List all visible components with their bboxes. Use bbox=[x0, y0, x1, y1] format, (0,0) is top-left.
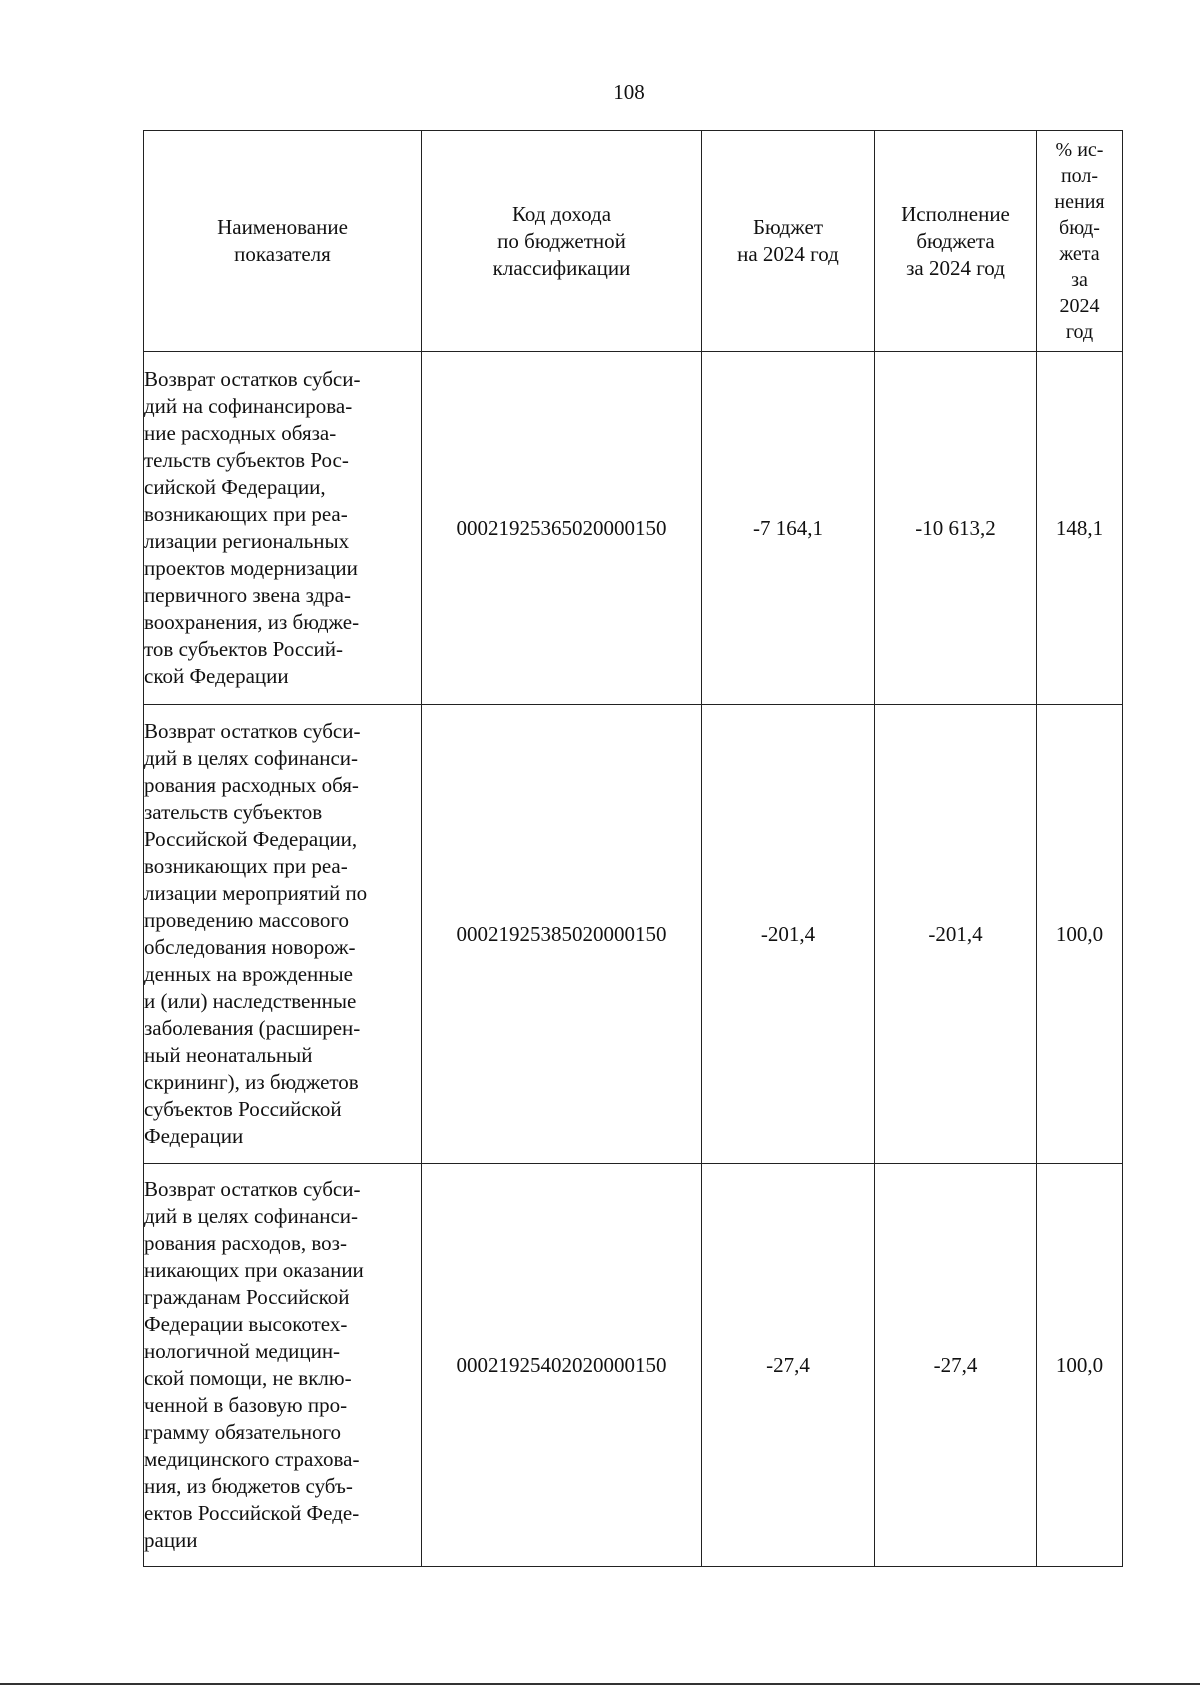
table-header-row bbox=[144, 131, 1123, 352]
percent-value: 100,0 bbox=[1037, 1164, 1123, 1567]
table-row bbox=[144, 352, 1123, 705]
execution-value: -27,4 bbox=[875, 1164, 1037, 1567]
execution-value: -201,4 bbox=[875, 705, 1037, 1164]
percent-value: 100,0 bbox=[1037, 705, 1123, 1164]
budget-value: -7 164,1 bbox=[702, 352, 875, 705]
page-bottom-rule bbox=[0, 1683, 1200, 1685]
page-number: 108 bbox=[613, 80, 645, 104]
budget-value: -201,4 bbox=[702, 705, 875, 1164]
execution-value: -10 613,2 bbox=[875, 352, 1037, 705]
indicator-name: Возврат остатков субси- дий в целях софинанси- рования расходных обя- зательств субъектов Российской Федерации, возникающих при реа- лизации мероприятий по проведению массового обследования новорож- денных на врожденные и (или) наследственные заболевания (расширен- ный неонатальный скрининг), из бюджетов субъектов Российской Федерации bbox=[144, 705, 422, 1164]
header-name: Наименование показателя bbox=[144, 131, 422, 352]
indicator-name: Возврат остатков субси- дий в целях софинанси- рования расходов, воз- никающих при оказании гражданам Российской Федерации высокотех- нологичной медицин- ской помощи, не вклю- ченной в базовую про- грамму обязательного медицинского страхова- ния, из бюджетов субъ- ектов Российской Феде- рации bbox=[144, 1164, 422, 1567]
indicator-name: Возврат остатков субси- дий на софинансирова- ние расходных обяза- тельств субъектов Рос- сийской Федерации, возникающих при реа- лизации региональных проектов модернизации первичного звена здра- воохранения, из бюдже- тов субъектов Россий- ской Федерации bbox=[144, 352, 422, 705]
header-code: Код дохода по бюджетной классификации bbox=[422, 131, 702, 352]
header-budget: Бюджет на 2024 год bbox=[702, 131, 875, 352]
budget-value: -27,4 bbox=[702, 1164, 875, 1567]
header-percent: % ис- пол- нения бюд- жета за 2024 год bbox=[1037, 131, 1123, 352]
budget-execution-table bbox=[143, 130, 1123, 1567]
income-code: 00021925402020000150 bbox=[422, 1164, 702, 1567]
table-row bbox=[144, 705, 1123, 1164]
income-code: 00021925385020000150 bbox=[422, 705, 702, 1164]
header-execution: Исполнение бюджета за 2024 год bbox=[875, 131, 1037, 352]
income-code: 00021925365020000150 bbox=[422, 352, 702, 705]
percent-value: 148,1 bbox=[1037, 352, 1123, 705]
table-row bbox=[144, 1164, 1123, 1567]
